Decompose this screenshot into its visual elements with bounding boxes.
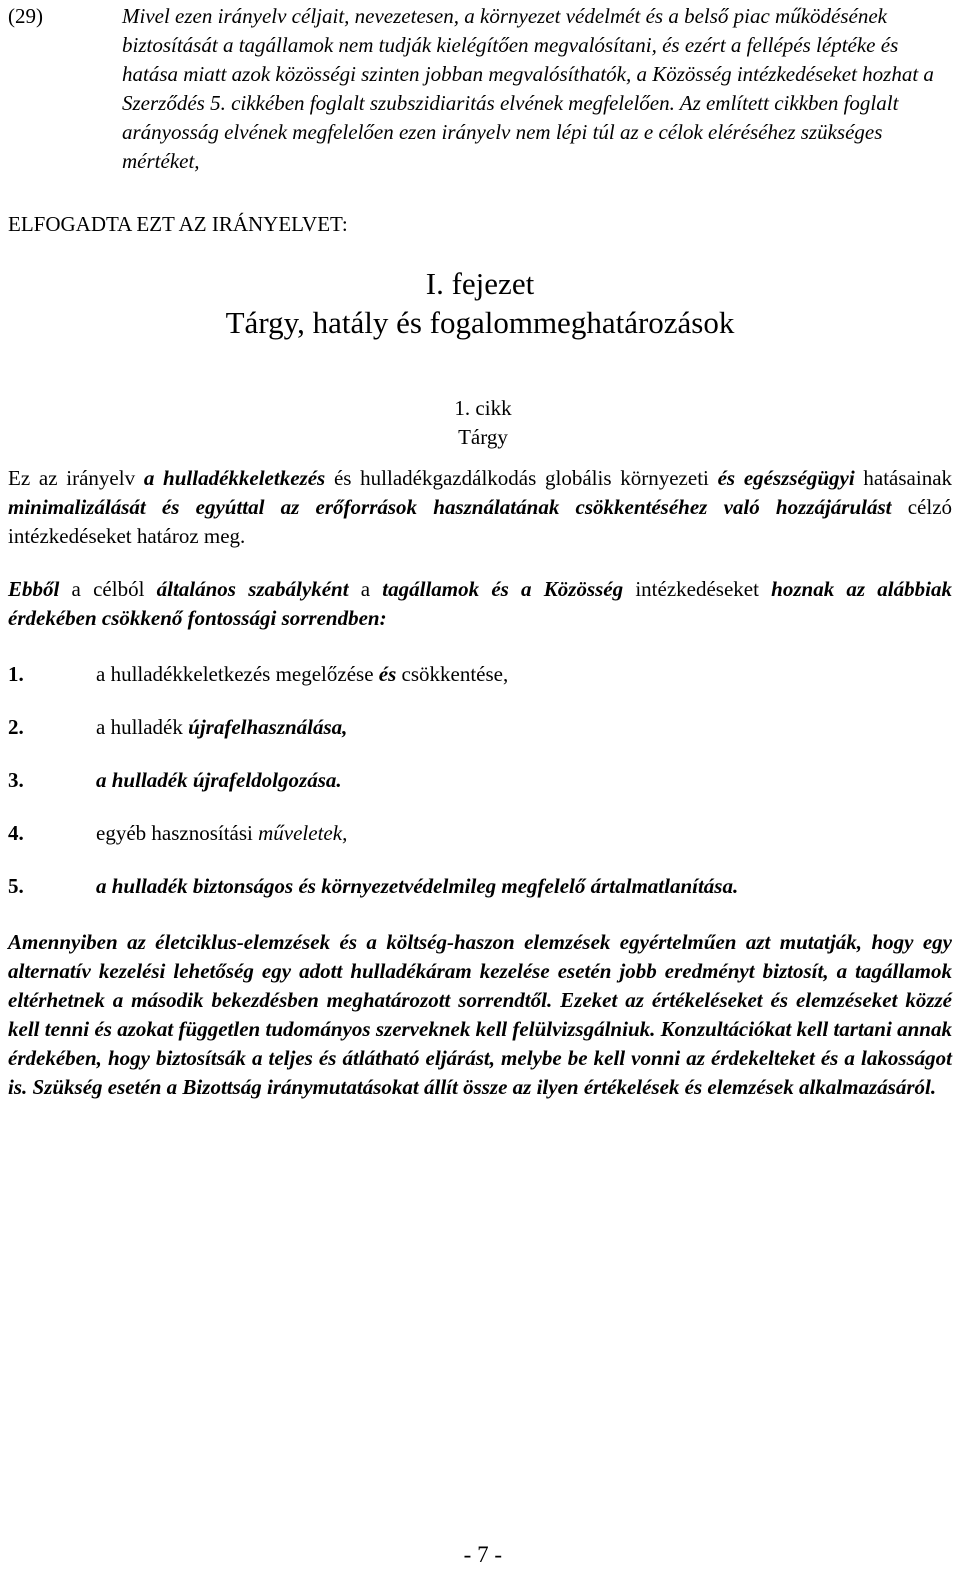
list-item-emphasis: és [378,662,397,686]
paragraph-text-emphasis: tagállamok és a Közösség [382,577,624,601]
list-item-text: egyéb hasznosítási [96,821,259,845]
list-item [8,819,347,847]
list-item-emphasis: műveletek, [258,821,348,845]
article-paragraph-2 [8,575,952,633]
paragraph-text: intézkedéseket [623,577,772,601]
paragraph-text: a [348,577,383,601]
list-item-text: a hulladék [96,715,189,739]
list-item [8,713,347,741]
page-footer [0,1542,960,1568]
paragraph-text-emphasis: hoznak az alábbiak érdekében csökkenő fontossági sorrendben: [8,577,952,630]
page-number: - 7 - [463,1542,502,1567]
chapter-number: I. fejezet [425,266,535,301]
article-title: Tárgy [458,425,508,449]
paragraph-text-emphasis: Ebből [8,577,60,601]
paragraph-text: célzó intézkedéseket határoz meg. [8,495,953,548]
paragraph-text-emphasis: általános szabályként [156,577,349,601]
list-item-emphasis: újrafelhasználása, [188,715,348,739]
list-item-number: 3. [8,768,24,792]
paragraph-text: hatásainak [854,466,953,490]
paragraph-text-emphasis: a hulladékkeletkezés [143,466,326,490]
list-item-text: a hulladékkeletkezés megelőzése [96,662,379,686]
list-item [8,872,738,900]
adoption-statement: ELFOGADTA EZT AZ IRÁNYELVET: [8,212,348,236]
list-item [8,766,342,794]
paragraph-text-emphasis: minimalizálását és egyúttal az erőforrások használatának csökkentéséhez való hozzájárulást [8,495,892,519]
list-item-emphasis: a hulladék újrafeldolgozása. [96,768,342,792]
recital-text: Mivel ezen irányelv céljait, nevezetesen, a környezet védelmét és a belső piac működésének biztosítását a tagállamok nem tudják kielégítően megvalósítani, és ezért a fellépés léptéke és hatása miatt azok közösségi szinten jobban megvalósíthatók, a Közösség intézkedéseket hozhat a Szerződés 5. cikkében foglalt szubszidiaritás elvének megfelelően. Az említett cikkben foglalt arányosság elvének megfelelően ezen irányelv nem lépi túl az e célok eléréséhez szükséges mértéket, [122,4,934,173]
paragraph-text: a célból [59,577,157,601]
paragraph-text: és hulladékgazdálkodás globális környezeti [325,466,718,490]
recital-number: (29) [8,4,43,28]
list-item-number: 2. [8,715,24,739]
list-item-emphasis: a hulladék biztonságos és környezetvédelmileg megfelelő ártalmatlanítása. [96,874,739,898]
chapter-title: Tárgy, hatály és fogalommeghatározások [225,305,735,340]
article-paragraph-3: Amennyiben az életciklus-elemzések és a költség-haszon elemzések egyértelműen azt mutatják, hogy egy alternatív kezelési lehetőség egy adott hulladékáram kezelése esetén jobb eredményt biztosít, a tagállamok eltérhetnek a második bekezdésben meghatározott sorrendtől. Ezeket az értékeléseket és elemzéseket közzé kell tenni és azokat független tudományos szerveknek kell felülvizsgálniuk. Konzultációkat kell tartani annak érdekében, hogy biztosítsák a teljes és átlátható eljárást, melybe be kell vonni az érdekelteket és a lakosságot is. Szükség esetén a Bizottság iránymutatásokat állít össze az ilyen értékelések és elemzések alkalmazásáról. [8,930,952,1099]
article-number: 1. cikk [454,396,512,420]
recital-29 [8,2,948,176]
paragraph-text-emphasis: és egészségügyi [717,466,855,490]
paragraph-text: Ez az irányelv [8,466,144,490]
list-item-number: 5. [8,874,24,898]
list-item [8,660,508,688]
list-item-number: 4. [8,821,24,845]
article-paragraph-1 [8,464,952,551]
list-item-text: csökkentése, [396,662,509,686]
list-item-number: 1. [8,662,24,686]
